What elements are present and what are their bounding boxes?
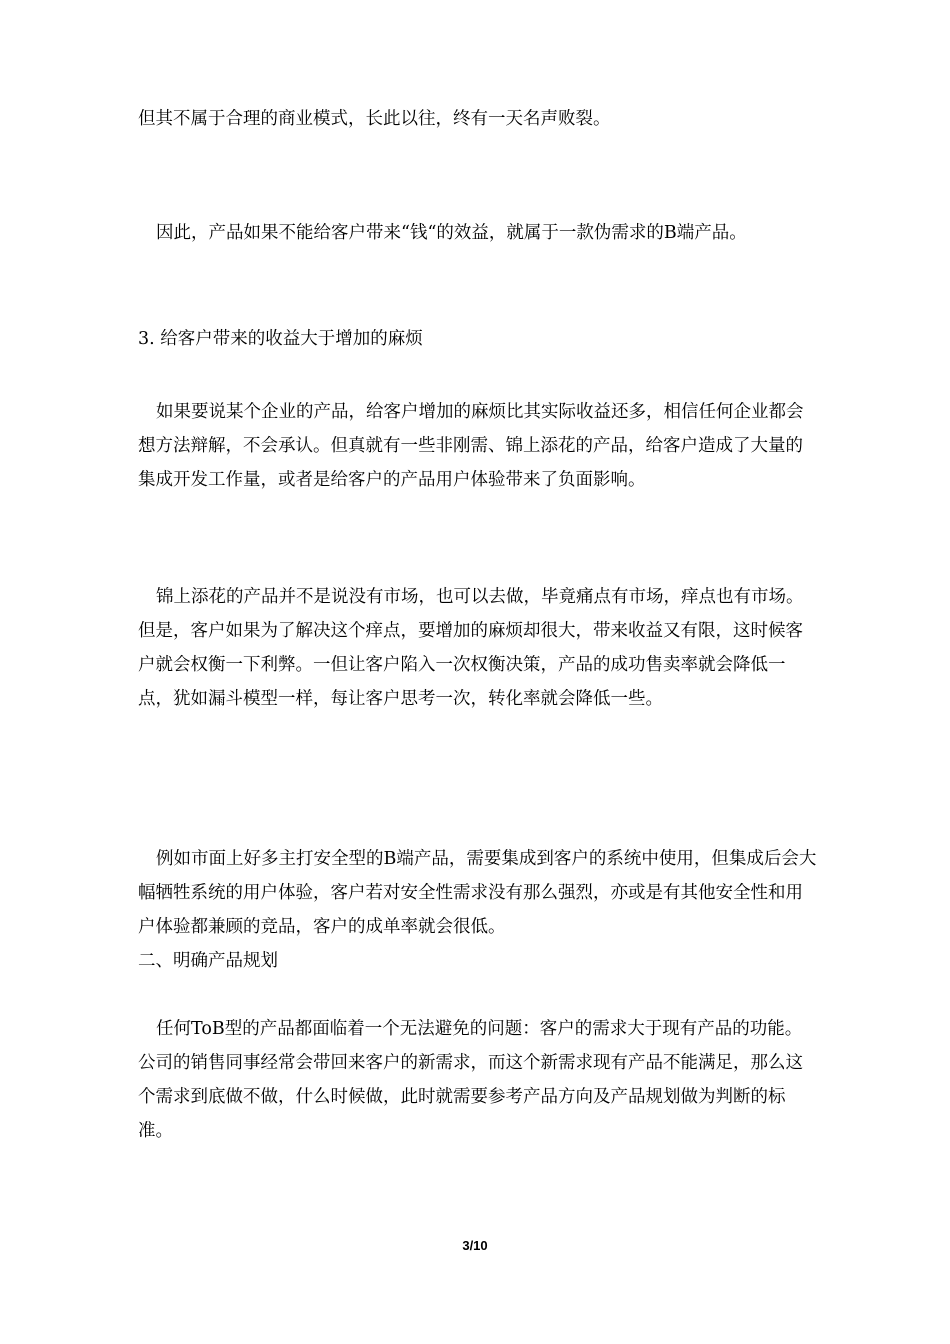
paragraph-nice-to-have: 锦上添花的产品并不是说没有市场，也可以去做，毕竟痛点有市场，痒点也有市场。但是，客户如果为了解决这个痒点，要增加的麻烦却很大，带来收益又有限，这时候客户就会权衡一下利弊。一但让客户陷入一次权衡决策，产品的成功售卖率就会降低一点，犹如漏斗模型一样，每让客户思考一次，转化率就会降低一些。 <box>138 587 804 709</box>
section-heading-benefit-vs-trouble: 3. 给客户带来的收益大于增加的麻烦 <box>138 329 423 349</box>
section-heading-product-planning: 二、明确产品规划 <box>138 951 278 971</box>
paragraph-tob-requirements: 任何ToB型的产品都面临着一个无法避免的问题：客户的需求大于现有产品的功能。公司的销售同事经常会带回来客户的新需求，而这个新需求现有产品不能满足，那么这个需求到底做不做，什么时候做，此时就需要参考产品方向及产品规划做为判断的标准。 <box>138 1019 803 1141</box>
paragraph-pseudo-demand: 因此，产品如果不能给客户带来“钱“的效益，就属于一款伪需求的B端产品。 <box>156 223 747 243</box>
paragraph-reputation: 但其不属于合理的商业模式，长此以往，终有一天名声败裂。 <box>138 109 611 129</box>
paragraph-extra-trouble: 如果要说某个企业的产品，给客户增加的麻烦比其实际收益还多，相信任何企业都会想方法辩解，不会承认。但真就有一些非刚需、锦上添花的产品，给客户造成了大量的集成开发工作量，或者是给客户的产品用户体验带来了负面影响。 <box>138 402 804 490</box>
page-number: 3/10 <box>462 1238 488 1253</box>
paragraph-security-example: 例如市面上好多主打安全型的B端产品，需要集成到客户的系统中使用，但集成后会大幅牺牲系统的用户体验，客户若对安全性需求没有那么强烈，亦或是有其他安全性和用户体验都兼顾的竞品，客户的成单率就会很低。 <box>138 849 817 937</box>
